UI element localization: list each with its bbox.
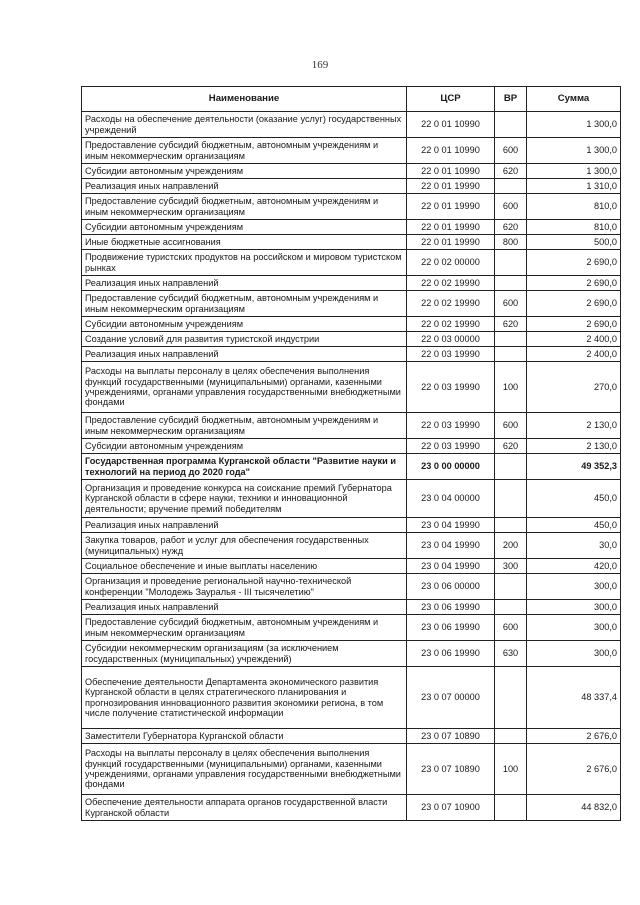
- header-vr: ВР: [495, 87, 527, 112]
- table-row: [82, 291, 621, 317]
- cell-csr: 22 0 03 19990: [407, 362, 495, 413]
- cell-csr: 22 0 01 19990: [407, 220, 495, 235]
- cell-sum: 2 690,0: [527, 317, 621, 332]
- cell-vr: [495, 332, 527, 347]
- cell-sum: 2 400,0: [527, 332, 621, 347]
- table-row: [82, 533, 621, 559]
- table-row: [82, 439, 621, 454]
- header-name: Наименование: [82, 87, 407, 112]
- cell-name: Расходы на выплаты персоналу в целях обеспечения выполнения функций государственными (муниципальными) органами, казенными учреждениями, органами управления государственными внебюджетными фондами: [82, 362, 407, 413]
- cell-name: Субсидии автономным учреждениям: [82, 439, 407, 454]
- cell-vr: 100: [495, 744, 527, 795]
- cell-csr: 23 0 06 19990: [407, 615, 495, 641]
- table-row: [82, 112, 621, 138]
- cell-sum: 2 690,0: [527, 291, 621, 317]
- cell-csr: 22 0 02 00000: [407, 250, 495, 276]
- cell-vr: 300: [495, 559, 527, 574]
- cell-sum: 420,0: [527, 559, 621, 574]
- cell-vr: [495, 729, 527, 744]
- cell-vr: 600: [495, 615, 527, 641]
- cell-sum: 2 400,0: [527, 347, 621, 362]
- cell-name: Предоставление субсидий бюджетным, автономным учреждениям и иным некоммерческим организациям: [82, 615, 407, 641]
- table-row: [82, 574, 621, 600]
- table-row: [82, 744, 621, 795]
- cell-name: Заместители Губернатора Курганской области: [82, 729, 407, 744]
- cell-name: Обеспечение деятельности аппарата органов государственной власти Курганской области: [82, 795, 407, 821]
- table-row: [82, 317, 621, 332]
- cell-csr: 23 0 04 19990: [407, 559, 495, 574]
- cell-csr: 23 0 04 19990: [407, 533, 495, 559]
- cell-vr: 620: [495, 317, 527, 332]
- table-row: [82, 413, 621, 439]
- cell-sum: 1 310,0: [527, 179, 621, 194]
- table-body: [82, 112, 621, 821]
- table-header: [82, 87, 621, 112]
- cell-sum: 1 300,0: [527, 138, 621, 164]
- header-csr: ЦСР: [407, 87, 495, 112]
- cell-sum: 2 130,0: [527, 439, 621, 454]
- cell-vr: 630: [495, 641, 527, 667]
- cell-csr: 22 0 01 10990: [407, 112, 495, 138]
- cell-vr: 620: [495, 220, 527, 235]
- cell-name: Социальное обеспечение и иные выплаты населению: [82, 559, 407, 574]
- page-number: 169: [311, 59, 329, 71]
- cell-csr: 22 0 01 10990: [407, 164, 495, 179]
- cell-name: Организация и проведение региональной научно-технической конференции "Молодежь Зауралья - III тысячелетию": [82, 574, 407, 600]
- cell-name: Предоставление субсидий бюджетным, автономным учреждениям и иным некоммерческим организациям: [82, 138, 407, 164]
- cell-csr: 22 0 02 19990: [407, 317, 495, 332]
- cell-vr: [495, 667, 527, 729]
- cell-name: Субсидии автономным учреждениям: [82, 220, 407, 235]
- cell-sum: 2 130,0: [527, 413, 621, 439]
- cell-vr: [495, 795, 527, 821]
- cell-csr: 23 0 06 19990: [407, 641, 495, 667]
- cell-sum: 500,0: [527, 235, 621, 250]
- table-row: [82, 235, 621, 250]
- cell-csr: 22 0 01 10990: [407, 138, 495, 164]
- cell-vr: [495, 600, 527, 615]
- budget-table: [81, 86, 621, 821]
- cell-vr: 200: [495, 533, 527, 559]
- cell-vr: 100: [495, 362, 527, 413]
- table-row: [82, 164, 621, 179]
- cell-name: Организация и проведение конкурса на соискание премий Губернатора Курганской области в сфере науки, техники и инновационной деятельности; вручение премий победителям: [82, 480, 407, 518]
- cell-csr: 22 0 02 19990: [407, 291, 495, 317]
- cell-vr: [495, 250, 527, 276]
- cell-csr: 23 0 04 00000: [407, 480, 495, 518]
- header-sum: Сумма: [527, 87, 621, 112]
- table-row: [82, 332, 621, 347]
- cell-name: Субсидии автономным учреждениям: [82, 317, 407, 332]
- cell-sum: 48 337,4: [527, 667, 621, 729]
- cell-name: Обеспечение деятельности Департамента экономического развития Курганской области в целях стратегического планирования и прогнозирования инновационного развития экономики региона, в том числе получение статистической информации: [82, 667, 407, 729]
- cell-sum: 2 676,0: [527, 729, 621, 744]
- table-row: [82, 667, 621, 729]
- table-row: [82, 220, 621, 235]
- table-row: [82, 362, 621, 413]
- cell-sum: 300,0: [527, 641, 621, 667]
- cell-sum: 1 300,0: [527, 112, 621, 138]
- cell-sum: 450,0: [527, 518, 621, 533]
- cell-name: Реализация иных направлений: [82, 600, 407, 615]
- table-row: [82, 795, 621, 821]
- cell-vr: 620: [495, 164, 527, 179]
- cell-sum: 300,0: [527, 574, 621, 600]
- cell-csr: 22 0 01 19990: [407, 235, 495, 250]
- cell-sum: 49 352,3: [527, 454, 621, 480]
- cell-name: Закупка товаров, работ и услуг для обеспечения государственных (муниципальных) нужд: [82, 533, 407, 559]
- cell-vr: [495, 112, 527, 138]
- cell-name: Предоставление субсидий бюджетным, автономным учреждениям и иным некоммерческим организациям: [82, 413, 407, 439]
- cell-name: Реализация иных направлений: [82, 347, 407, 362]
- cell-vr: 600: [495, 194, 527, 220]
- cell-vr: [495, 276, 527, 291]
- cell-sum: 300,0: [527, 600, 621, 615]
- table-row: [82, 559, 621, 574]
- table-row: [82, 250, 621, 276]
- table-row: [82, 641, 621, 667]
- cell-csr: 22 0 01 19990: [407, 179, 495, 194]
- table-row: [82, 276, 621, 291]
- cell-vr: 600: [495, 413, 527, 439]
- table-row: [82, 615, 621, 641]
- cell-sum: 2 676,0: [527, 744, 621, 795]
- cell-sum: 810,0: [527, 220, 621, 235]
- cell-csr: 23 0 07 10900: [407, 795, 495, 821]
- cell-csr: 22 0 03 19990: [407, 347, 495, 362]
- cell-vr: [495, 454, 527, 480]
- table-row: [82, 138, 621, 164]
- cell-name: Предоставление субсидий бюджетным, автономным учреждениям и иным некоммерческим организациям: [82, 194, 407, 220]
- cell-name: Реализация иных направлений: [82, 518, 407, 533]
- cell-vr: 620: [495, 439, 527, 454]
- cell-sum: 2 690,0: [527, 250, 621, 276]
- table-row: [82, 454, 621, 480]
- cell-vr: [495, 518, 527, 533]
- cell-sum: 30,0: [527, 533, 621, 559]
- cell-csr: 23 0 04 19990: [407, 518, 495, 533]
- table-row: [82, 480, 621, 518]
- cell-name: Создание условий для развития туристской индустрии: [82, 332, 407, 347]
- cell-sum: 2 690,0: [527, 276, 621, 291]
- cell-csr: 23 0 07 10890: [407, 729, 495, 744]
- table-row: [82, 179, 621, 194]
- cell-csr: 23 0 00 00000: [407, 454, 495, 480]
- cell-name: Государственная программа Курганской области "Развитие науки и технологий на период до 2020 года": [82, 454, 407, 480]
- cell-name: Расходы на обеспечение деятельности (оказание услуг) государственных учреждений: [82, 112, 407, 138]
- cell-name: Иные бюджетные ассигнования: [82, 235, 407, 250]
- cell-sum: 300,0: [527, 615, 621, 641]
- cell-vr: 600: [495, 291, 527, 317]
- cell-csr: 23 0 06 00000: [407, 574, 495, 600]
- cell-sum: 44 832,0: [527, 795, 621, 821]
- cell-sum: 810,0: [527, 194, 621, 220]
- table-row: [82, 518, 621, 533]
- cell-sum: 1 300,0: [527, 164, 621, 179]
- table-row: [82, 194, 621, 220]
- table-row: [82, 729, 621, 744]
- cell-vr: 800: [495, 235, 527, 250]
- cell-name: Реализация иных направлений: [82, 179, 407, 194]
- cell-vr: [495, 347, 527, 362]
- cell-csr: 23 0 06 19990: [407, 600, 495, 615]
- cell-sum: 270,0: [527, 362, 621, 413]
- table-row: [82, 600, 621, 615]
- cell-vr: [495, 179, 527, 194]
- cell-sum: 450,0: [527, 480, 621, 518]
- cell-name: Субсидии автономным учреждениям: [82, 164, 407, 179]
- cell-csr: 22 0 03 19990: [407, 439, 495, 454]
- cell-csr: 23 0 07 10890: [407, 744, 495, 795]
- cell-vr: 600: [495, 138, 527, 164]
- cell-csr: 22 0 03 00000: [407, 332, 495, 347]
- cell-csr: 22 0 01 19990: [407, 194, 495, 220]
- cell-csr: 22 0 02 19990: [407, 276, 495, 291]
- cell-vr: [495, 480, 527, 518]
- cell-csr: 23 0 07 00000: [407, 667, 495, 729]
- table-row: [82, 347, 621, 362]
- cell-name: Предоставление субсидий бюджетным, автономным учреждениям и иным некоммерческим организациям: [82, 291, 407, 317]
- cell-name: Продвижение туристских продуктов на российском и мировом туристском рынках: [82, 250, 407, 276]
- cell-vr: [495, 574, 527, 600]
- cell-name: Реализация иных направлений: [82, 276, 407, 291]
- cell-name: Расходы на выплаты персоналу в целях обеспечения выполнения функций государственными (муниципальными) органами, казенными учреждениями, органами управления государственными внебюджетными фондами: [82, 744, 407, 795]
- cell-name: Субсидии некоммерческим организациям (за исключением государственных (муниципальных) учреждений): [82, 641, 407, 667]
- cell-csr: 22 0 03 19990: [407, 413, 495, 439]
